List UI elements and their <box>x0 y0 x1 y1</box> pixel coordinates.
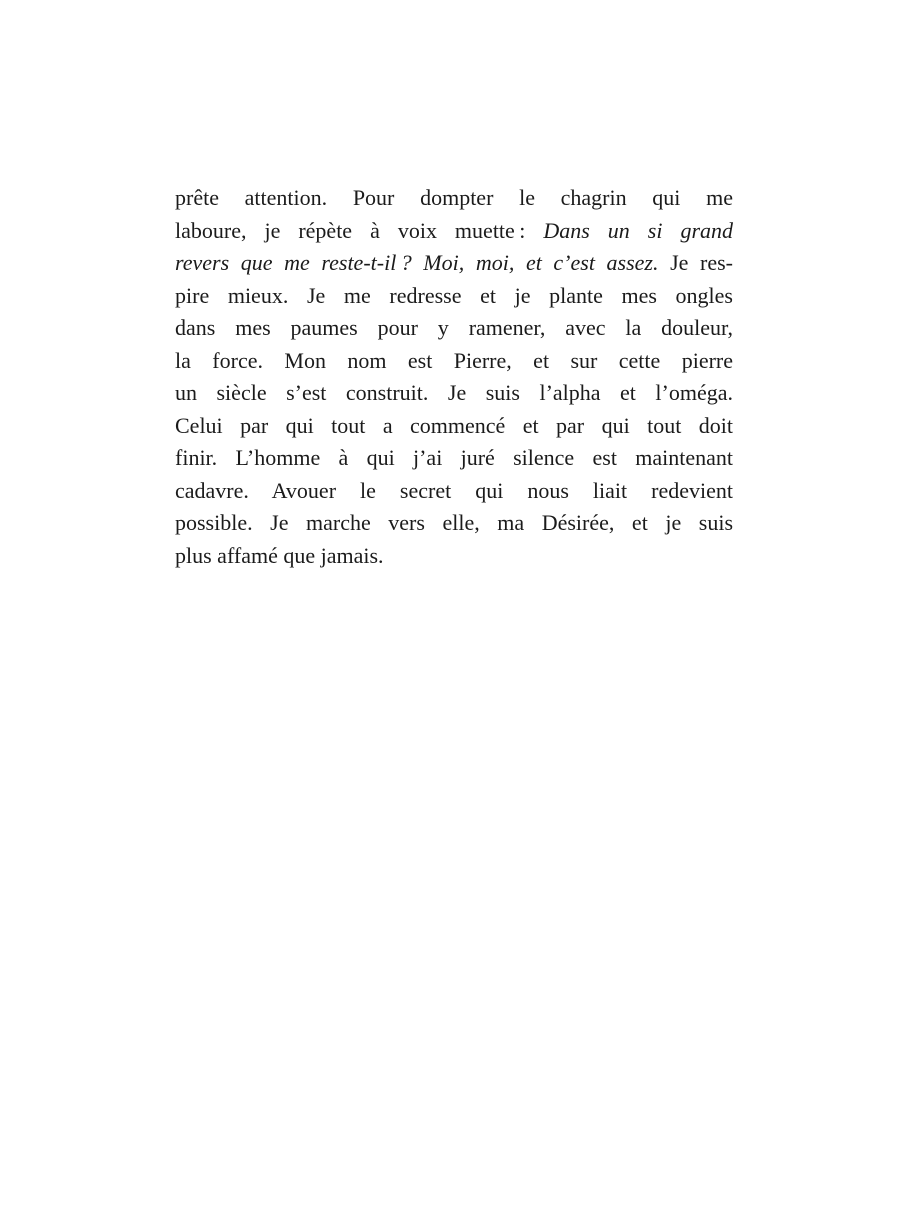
text-segment: plus affamé que jamais. <box>175 542 384 568</box>
text-segment: Celui par qui tout a commencé et par qui tout doit <box>175 412 733 438</box>
text-line <box>175 247 733 280</box>
text-line <box>175 280 733 313</box>
text-line <box>175 312 733 345</box>
text-line <box>175 345 733 378</box>
italic-text-segment: Dans un si grand <box>543 217 734 243</box>
text-segment: possible. Je marche vers elle, ma Désirée, et je suis <box>175 510 733 535</box>
text-line <box>175 442 733 475</box>
text-line <box>175 507 733 540</box>
text-line <box>175 182 733 215</box>
text-segment: la force. Mon nom est Pierre, et sur cette pierre <box>175 347 733 373</box>
text-segment: dans mes paumes pour y ramener, avec la douleur, <box>175 315 733 340</box>
text-segment: finir. L’homme à qui j’ai juré silence est maintenant <box>175 445 733 470</box>
text-line <box>175 215 733 248</box>
text-line <box>175 475 733 508</box>
text-line <box>175 377 733 410</box>
text-segment: Je res- <box>658 250 733 275</box>
italic-text-segment: revers que me reste-t-il ? Moi, moi, et c’est assez. <box>175 250 659 275</box>
text-segment: pire mieux. Je me redresse et je plante mes ongles <box>175 282 733 308</box>
text-segment: cadavre. Avouer le secret qui nous liait redevient <box>175 477 733 503</box>
text-line <box>175 540 733 573</box>
text-segment: un siècle s’est construit. Je suis l’alpha et l’oméga. <box>175 380 733 405</box>
text-segment: prête attention. Pour dompter le chagrin qui me <box>175 185 733 210</box>
text-segment: laboure, je répète à voix muette : <box>175 217 544 243</box>
paragraph-text <box>175 182 733 572</box>
text-line <box>175 410 733 443</box>
